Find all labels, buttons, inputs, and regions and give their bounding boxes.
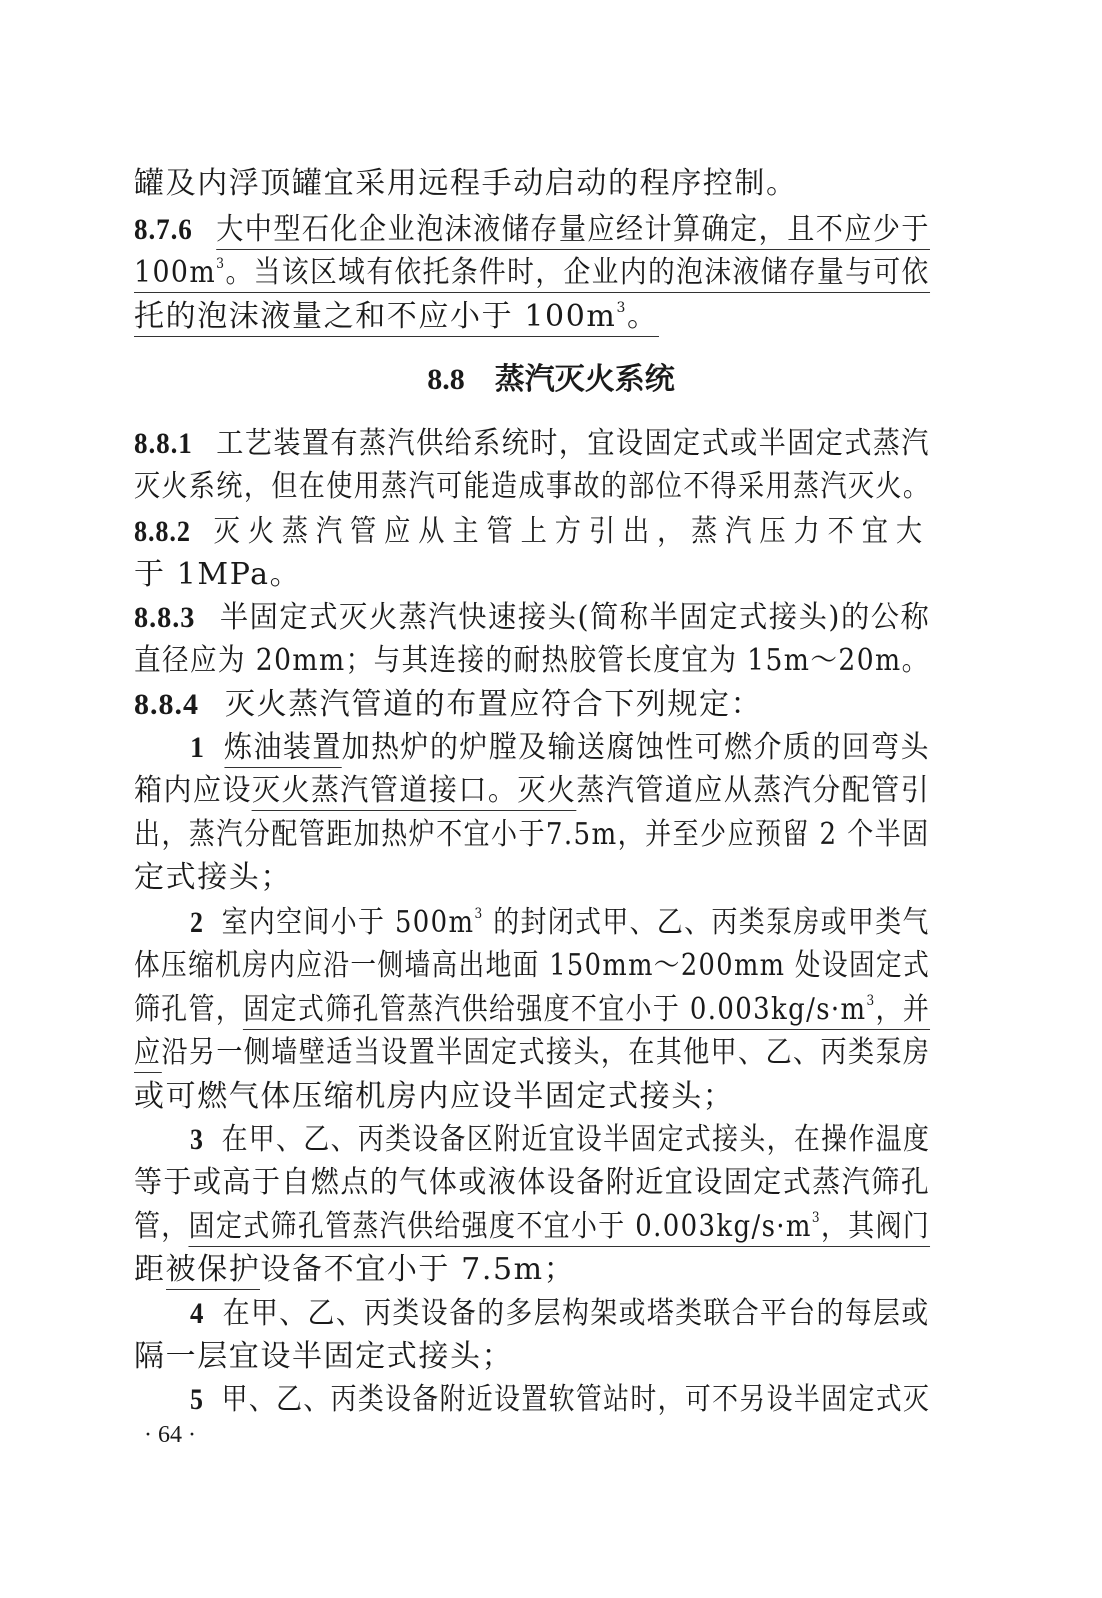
- underlined-text: [134, 255, 930, 293]
- text-span: 固定式筛孔管蒸汽供给强度不宜小于 0.003kg/s·m: [243, 992, 867, 1027]
- clause-number: 8.8.2: [134, 515, 191, 548]
- text-line: [134, 1337, 513, 1377]
- clause-number: 8.7.6: [134, 213, 193, 246]
- text-span: 半固定式灭火蒸汽快速接头(简称半固定式接头)的公称: [219, 600, 931, 635]
- text-span: 加热炉的炉膛及输送腐蚀性可燃介质的回弯头: [341, 730, 931, 765]
- underlined-text: 灭火蒸汽管道接口。灭火: [252, 773, 576, 811]
- item-number: 5: [190, 1383, 205, 1416]
- section-number: 8.8: [427, 363, 465, 396]
- text-span: 设备不宜小于 7.5m；: [260, 1252, 576, 1287]
- text-span: 等于或高于自燃点的气体或液体设备附近宜设固定式蒸汽筛孔: [134, 1165, 931, 1200]
- item-number: 2: [190, 906, 205, 939]
- superscript: 3: [811, 1210, 821, 1226]
- text-span: 筛孔管，: [134, 992, 244, 1027]
- superscript: 3: [474, 906, 484, 922]
- underlined-text: 应: [134, 1035, 161, 1073]
- text-line: [134, 1033, 930, 1073]
- underlined-text: [189, 1209, 931, 1247]
- text-span: 。: [626, 299, 659, 334]
- list-item-4: [190, 1294, 930, 1334]
- underlined-text: 炼油装置: [224, 730, 342, 768]
- section-title: 蒸汽灭火系统: [494, 362, 675, 397]
- superscript: 3: [616, 300, 627, 316]
- clause-8-8-3: [134, 598, 930, 638]
- superscript: 3: [866, 993, 876, 1009]
- text-line: [134, 990, 930, 1030]
- text-line: [134, 771, 930, 811]
- text-span: 于 1MPa。: [134, 557, 302, 592]
- clause-number: 8.8.1: [134, 427, 193, 460]
- text-line: [134, 467, 930, 507]
- clause-8-7-6: [134, 210, 930, 250]
- text-span: 灭火蒸汽管道的布置应符合下列规定：: [225, 687, 763, 722]
- text-line: [134, 946, 930, 986]
- text-line: [134, 297, 659, 337]
- text-span: 室内空间小于 500m: [221, 905, 475, 940]
- text-span: 托的泡沫液量之和不应小于 100m: [134, 299, 617, 334]
- text-span: 管，: [134, 1209, 189, 1244]
- clause-8-8-1: [134, 424, 930, 464]
- item-number: 4: [190, 1297, 205, 1330]
- page-number: · 64 ·: [144, 1422, 196, 1448]
- text-span: ，其阀门: [820, 1209, 931, 1244]
- text-span: 出，蒸汽分配管距加热炉不宜小于7.5m，并至少应预留 2 个半固: [134, 817, 930, 852]
- text-line: [134, 815, 930, 855]
- text-span: 定式接头；: [134, 860, 292, 895]
- text-span: 灭火蒸汽管应从主管上方引出，蒸汽压力不宜大: [213, 514, 930, 549]
- underlined-text: [243, 992, 930, 1030]
- underlined-text: 被保护: [166, 1252, 261, 1290]
- text-span: 。当该区域有依托条件时，企业内的泡沫液储存量与可依: [225, 255, 930, 290]
- text-line: [134, 1163, 930, 1203]
- clause-8-8-4: [134, 685, 762, 725]
- list-item-1: [190, 728, 930, 768]
- text-line: [134, 1077, 734, 1117]
- text-line: [134, 858, 292, 898]
- text-line: [134, 164, 798, 204]
- text-span: 沿另一侧墙壁适当设置半固定式接头，在其他甲、乙、丙类泵房: [161, 1035, 931, 1070]
- text-line: [134, 555, 301, 595]
- text-line: [134, 1250, 575, 1290]
- text-span: 体压缩机房内应沿一侧墙高出地面 150mm～200mm 处设固定式: [134, 948, 931, 983]
- text-span: 甲、乙、丙类设备附近设置软管站时，可不另设半固定式灭: [221, 1382, 931, 1417]
- superscript: 3: [216, 256, 226, 272]
- list-item-2: [190, 903, 930, 943]
- text-span: 灭火系统，但在使用蒸汽可能造成事故的部位不得采用蒸汽灭火。: [134, 469, 931, 504]
- text-span: 固定式筛孔管蒸汽供给强度不宜小于 0.003kg/s·m: [188, 1209, 812, 1244]
- text-span: 隔一层宜设半固定式接头；: [134, 1339, 514, 1374]
- text-span: 直径应为 20mm；与其连接的耐热胶管长度宜为 15m～20m。: [134, 643, 930, 678]
- list-item-3: [190, 1120, 930, 1160]
- clause-number: 8.8.4: [134, 688, 199, 721]
- text-line: [134, 253, 930, 293]
- text-span: 罐及内浮顶罐宜采用远程手动启动的程序控制。: [134, 166, 798, 201]
- text-line: [134, 641, 930, 681]
- clause-8-8-2: [134, 512, 930, 552]
- text-span: 工艺装置有蒸汽供给系统时，宜设固定式或半固定式蒸汽: [216, 426, 930, 461]
- text-span: 距: [134, 1252, 166, 1287]
- text-span: 在甲、乙、丙类设备的多层构架或塔类联合平台的每层或: [222, 1296, 930, 1331]
- item-number: 1: [190, 731, 206, 764]
- text-span: 蒸汽管道应从蒸汽分配管引: [576, 773, 931, 808]
- underlined-text: 大中型石化企业泡沫液储存量应经计算确定，且不应少于: [216, 212, 930, 250]
- text-span: ，并: [875, 992, 931, 1027]
- text-span: 的封闭式甲、乙、丙类泵房或甲类气: [483, 905, 930, 940]
- section-heading: [0, 360, 1102, 400]
- item-number: 3: [190, 1123, 205, 1156]
- underlined-text: [134, 299, 659, 337]
- text-span: 箱内应设: [134, 773, 252, 808]
- clause-number: 8.8.3: [134, 601, 196, 634]
- text-line: [134, 1207, 930, 1247]
- list-item-5: [190, 1380, 930, 1420]
- text-span: 或可燃气体压缩机房内应设半固定式接头；: [134, 1079, 735, 1114]
- text-span: 100m: [134, 255, 217, 290]
- text-span: 在甲、乙、丙类设备区附近宜设半固定式接头，在操作温度: [221, 1122, 931, 1157]
